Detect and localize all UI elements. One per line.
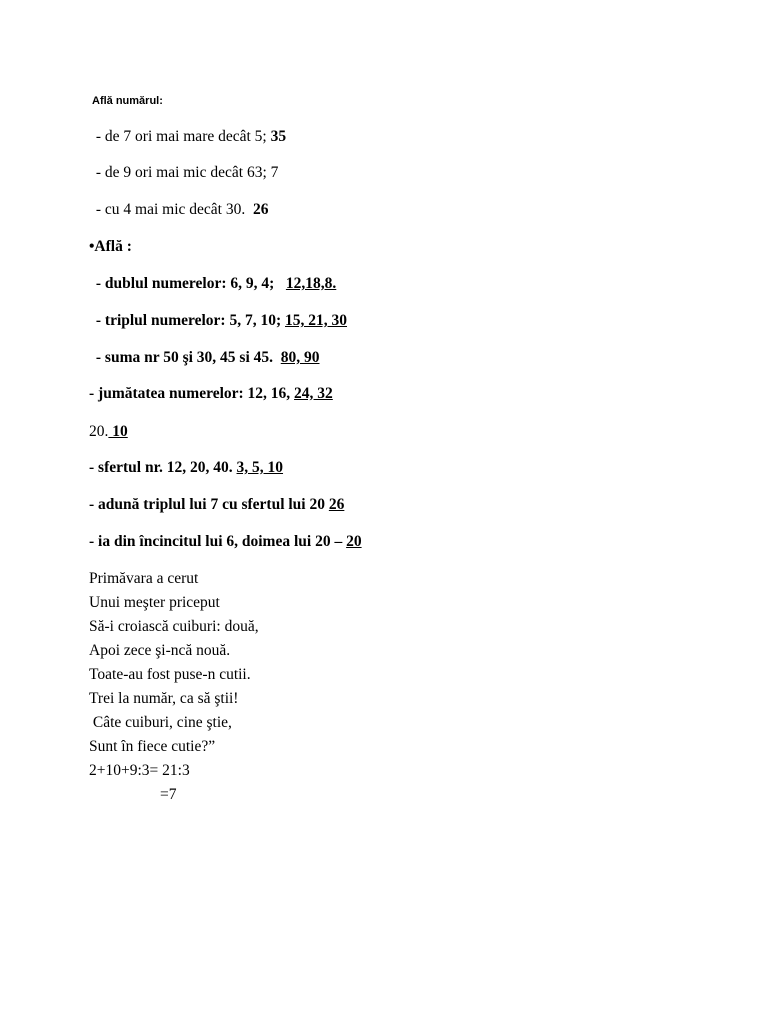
exercise-answer: 20	[346, 533, 362, 550]
exercise-text: - de 9 ori mai mic decât 63; 7	[92, 164, 279, 181]
poem-line: Trei la număr, ca să ştii!	[89, 690, 239, 707]
poem-line: Unui meşter priceput	[89, 594, 220, 611]
exercise-line	[89, 423, 128, 441]
poem-line: Toate-au fost puse-n cutii.	[89, 666, 251, 683]
exercise-line	[89, 459, 283, 477]
exercise-text: - suma nr 50 şi 30, 45 si 45.	[92, 349, 281, 366]
poem-line: Câte cuiburi, cine ştie,	[89, 714, 232, 731]
exercise-text: - sfertul nr. 12, 20, 40.	[89, 459, 237, 476]
exercise-line	[92, 128, 286, 146]
exercise-line	[92, 275, 336, 293]
exercise-text: - de 7 ori mai mare decât 5;	[92, 128, 271, 145]
exercise-line	[89, 533, 362, 551]
exercise-line	[89, 496, 344, 514]
exercise-answer: 35	[270, 128, 287, 145]
exercise-line	[92, 312, 347, 330]
poem-line: Sunt în fiece cutie?”	[89, 738, 216, 755]
exercise-answer: 24, 32	[294, 385, 333, 402]
exercise-line	[89, 385, 333, 403]
exercise-text: - ia din încincitul lui 6, doimea lui 20 –	[89, 533, 347, 550]
poem-line: Primăvara a cerut	[89, 570, 199, 587]
poem-line: Să-i croiască cuiburi: două,	[89, 618, 259, 635]
exercise-answer: 26	[328, 496, 345, 513]
poem-line: Apoi zece şi-ncă nouă.	[89, 642, 231, 659]
exercise-text: - cu 4 mai mic decât 30.	[92, 201, 253, 218]
section-title: •Află :	[89, 238, 132, 255]
exercise-answer: 26	[252, 201, 269, 218]
exercise-answer: 3, 5, 10	[236, 459, 284, 476]
exercise-answer: 80, 90	[280, 349, 320, 366]
exercise-text: - jumătatea numerelor: 12, 16,	[89, 385, 295, 402]
exercise-line	[92, 201, 268, 219]
exercise-answer: 10	[108, 423, 128, 440]
exercise-line	[92, 164, 278, 182]
exercise-text: 20.	[89, 423, 109, 440]
equation-line: 2+10+9:3= 21:3	[89, 762, 190, 779]
exercise-text: - dublul numerelor: 6, 9, 4;	[92, 275, 286, 292]
heading: Află numărul:	[92, 95, 163, 107]
exercise-answer: 12,18,8.	[285, 275, 337, 292]
exercise-answer: 15, 21, 30	[285, 312, 348, 329]
exercise-line	[92, 349, 320, 367]
exercise-text: - triplul numerelor: 5, 7, 10;	[92, 312, 286, 329]
exercise-text: - adună triplul lui 7 cu sfertul lui 20	[89, 496, 329, 513]
equation-result: =7	[160, 786, 177, 803]
